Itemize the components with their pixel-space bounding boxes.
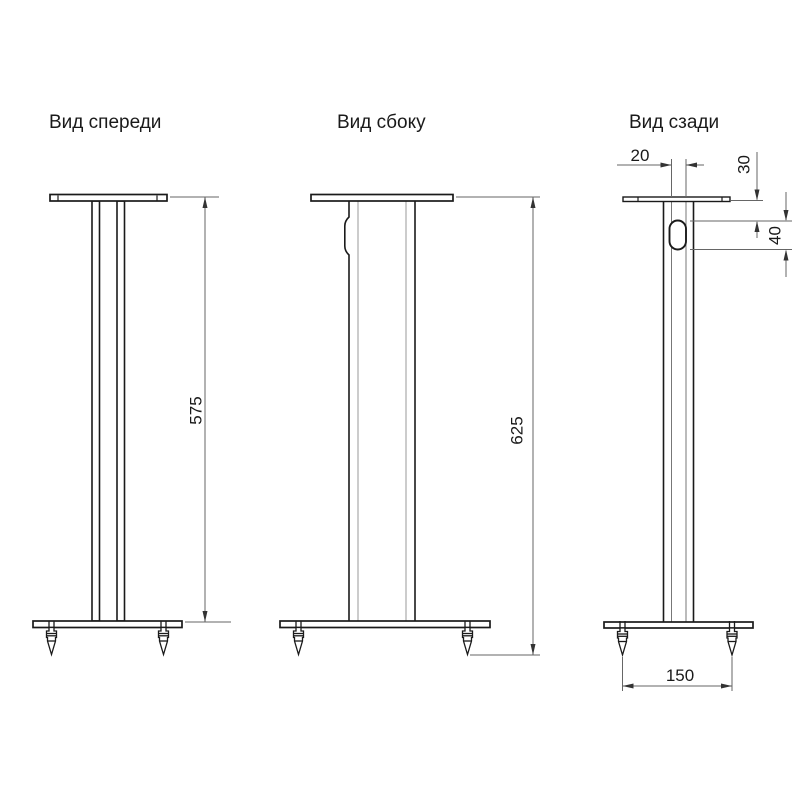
arrowhead: [203, 611, 208, 622]
arrowhead: [784, 210, 789, 221]
side-height-label: 625: [507, 416, 527, 445]
arrowhead: [784, 250, 789, 261]
rear-view-title: Вид сзади: [629, 112, 720, 133]
arrowhead: [755, 221, 760, 232]
rear-top-plate: [623, 197, 730, 202]
front-view-title: Вид спереди: [49, 112, 162, 133]
front-left-pillar: [92, 201, 100, 621]
front-right-pillar: [117, 201, 125, 621]
spike-spacing-label: 150: [665, 666, 695, 685]
front-base-plate: [33, 621, 182, 628]
arrowhead: [623, 684, 634, 689]
side-view-title: Вид сбоку: [337, 112, 426, 133]
side-column-left-edge: [345, 201, 349, 621]
cable-hole-slot: [670, 221, 687, 250]
hole-length-label: 40: [765, 226, 785, 245]
arrowhead: [686, 163, 697, 168]
side-height-dimension: [456, 197, 540, 655]
front-top-plate: [50, 195, 167, 202]
side-column-body: [349, 201, 415, 621]
column-gap-label: 20: [630, 146, 650, 165]
hole-offset-label: 30: [734, 155, 754, 174]
side-view: [280, 195, 540, 656]
arrowhead: [203, 197, 208, 208]
arrowhead: [531, 197, 536, 208]
side-top-plate: [311, 195, 453, 202]
arrowhead: [721, 684, 732, 689]
arrowhead: [755, 190, 760, 201]
arrowhead: [531, 644, 536, 655]
rear-view: [604, 152, 792, 691]
rear-base-plate: [604, 622, 753, 628]
side-base-plate: [280, 621, 490, 628]
rear-column-body: [664, 202, 694, 623]
front-height-label: 575: [186, 396, 206, 425]
